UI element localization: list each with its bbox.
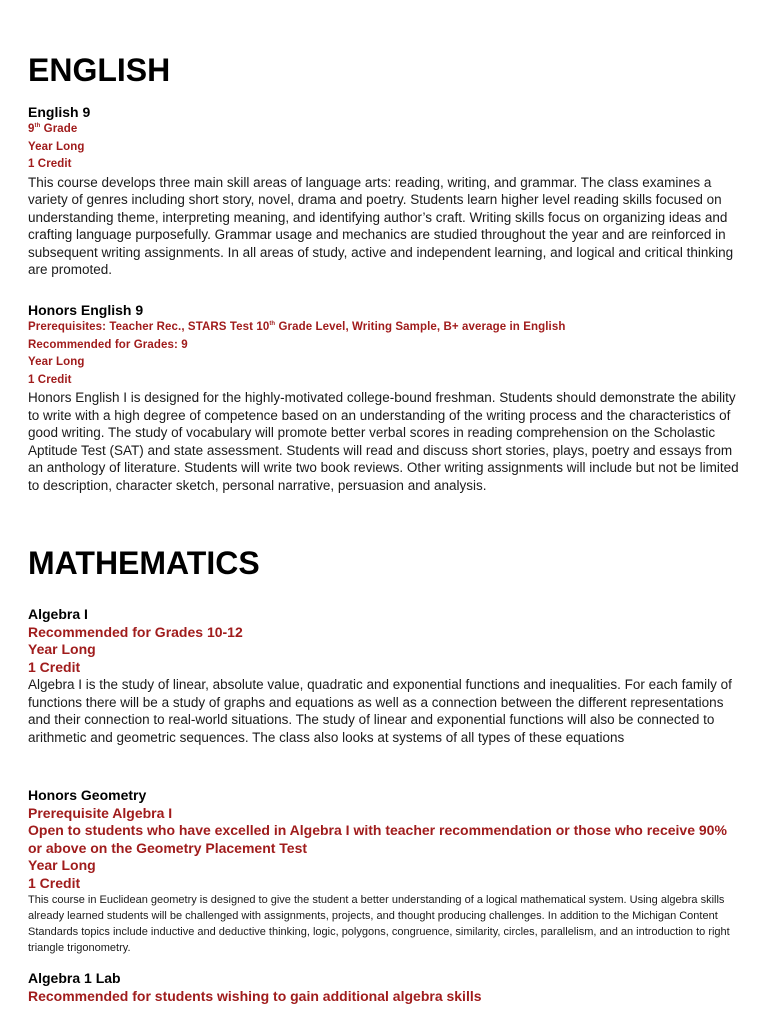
course-credit: 1 Credit [28,658,81,675]
course-english-9 [28,104,744,279]
course-algebra-1 [28,606,744,746]
course-credit: 1 Credit [28,373,72,386]
course-name: English 9 [28,104,91,120]
course-prerequisites [28,319,744,337]
course-description: This course develops three main skill areas of language arts: reading, writing, and grammar. The class examines a variety of genres including short story, novel, drama and poetry. Students learn higher level reading skills focused on understanding theme, interpreting meaning, and identifying author’s craft. Writing skills focus on organizing ideas and crafting language purposefully. Grammar usage and mechanics are studied throughout the year and are reinforced in subsequent writing assignments. In all areas of study, active and independent learning, and logical and critical thinking are promoted. [28,174,734,277]
course-name: Honors Geometry [28,787,147,803]
course-name: Algebra 1 Lab [28,970,121,986]
prereq-suffix: th [269,321,276,328]
grade-number: 9 [28,123,35,135]
section-title-english: ENGLISH [28,52,171,88]
course-prerequisite: Prerequisite Algebra I [28,804,173,821]
course-eligibility: Open to students who have excelled in Algebra I with teacher recommendation or those who receive 90% or above on the Geometry Placement Test [28,822,727,856]
prereq-text-start: Prerequisites: Teacher Rec., STARS Test 10 [28,321,270,333]
section-title-mathematics: MATHEMATICS [28,545,260,581]
course-duration: Year Long [28,356,85,368]
course-name: Honors English 9 [28,302,144,318]
course-duration: Year Long [28,857,96,873]
grade-word: Grade [43,123,78,135]
course-description: This course in Euclidean geometry is designed to give the student a better understanding of a logical mathematical system. Using algebra skills already learned students will be challenged with assignments, projects, and thought producing challenges. In addition to the Michigan Content Standards topics include inductive and deductive thinking, logic, polygons, congruence, similarity, circles, parallelism, and an introduction to right triangle trigonometry. [28,894,730,954]
course-description: Algebra I is the study of linear, absolute value, quadratic and exponential functions and inequalities. For each family of functions there will be a study of graphs and equations as well as a connection between the different representations and their connection to real-world situations. The study of linear and exponential functions will also be connected to arithmetic and geometric sequences. The class also looks at systems of all types of these equations [28,677,732,745]
course-recommended: Recommended for Grades 10-12 [28,623,243,640]
course-credit: 1 Credit [28,874,81,891]
course-name: Algebra I [28,606,88,622]
course-credit: 1 Credit [28,158,72,170]
course-honors-english-9 [28,302,744,494]
course-recommended: Recommended for Grades: 9 [28,338,188,351]
course-recommended: Recommended for students wishing to gain additional algebra skills [28,987,482,1004]
prereq-text-end: Grade Level, Writing Sample, B+ average in English [278,321,566,333]
course-algebra-1-lab [28,970,744,1005]
course-description: Honors English I is designed for the highly-motivated college-bound freshman. Students should demonstrate the ability to write with a high degree of competence based on an understanding of the writing process and the characteristics of good writing. The study of vocabulary will promote better verbal scores in reading comprehension on the Scholastic Aptitude Test (SAT) and state assessment. Students will read and discuss short stories, plays, poetry and essays from an anthology of literature. Students will write two book reviews. Other writing assignments will include but not be limited to description, character sketch, personal narrative, persuasion and analysis. [28,390,739,493]
course-duration: Year Long [28,641,96,657]
course-grade [28,121,744,139]
course-duration: Year Long [28,140,85,153]
course-honors-geometry [28,787,744,956]
grade-suffix: th [34,123,41,130]
